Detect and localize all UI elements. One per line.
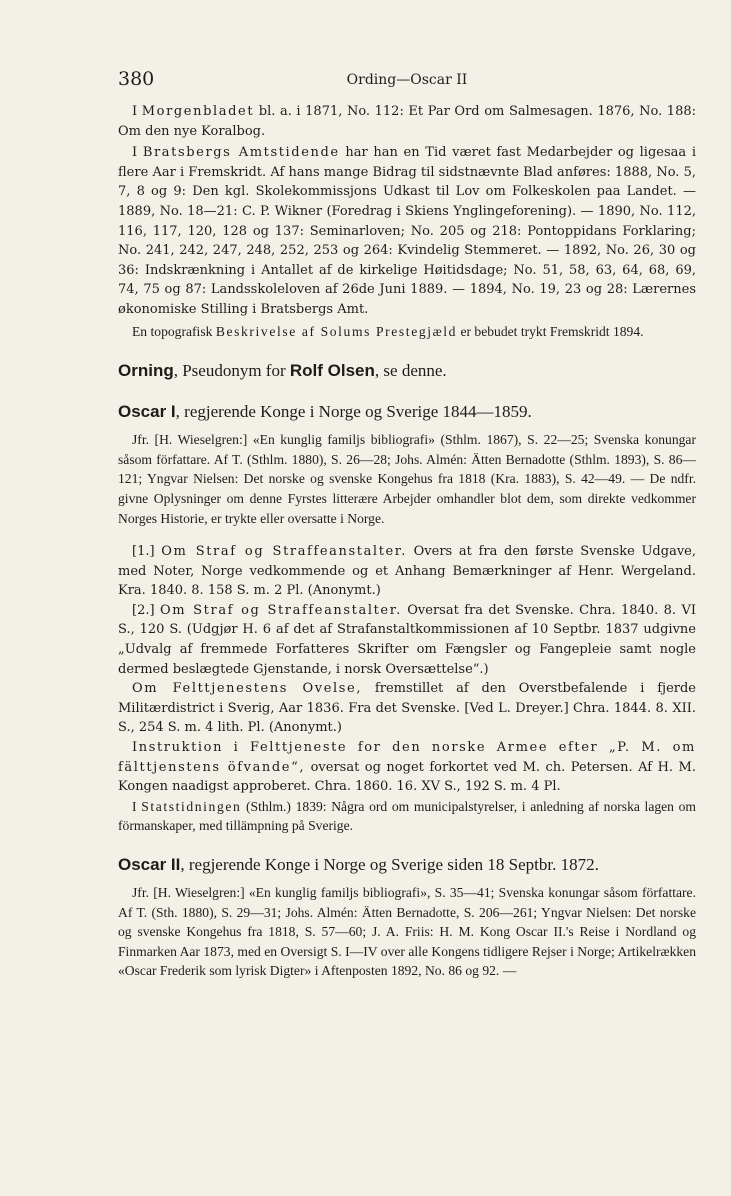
oscar-i-statstidningen [118, 797, 696, 836]
cross-reference: Rolf Olsen [289, 361, 375, 381]
oscar-i-references: Jfr. [H. Wieselgren:] «En kunglig familjs bibliografi» (Sthlm. 1867), S. 22—25; Svenska konungar såsom författare. Af T. (Sthlm. 1880), S. 26—28; Johs. Almén: Ätten Bernadotte (Sthlm. 1893), S. 86—121; Yngvar Nielsen: Det norske og svenske Kongehus fra 1818 (Kra. 1883), S. 42—49. — De ndfr. givne Oplysninger om denne Fyrstes litterære Arbejder omhandler blot dem, som direkte vedkommer Norges Historie, er trykte eller oversatte i Norge. [118, 432, 696, 526]
entry-bratsbergs-amtstidende [118, 143, 696, 319]
oscar-i-work-2 [118, 601, 696, 679]
publication-title: Statstidningen [141, 798, 242, 814]
entry-lead: I [132, 145, 143, 161]
entry-lead: En topografisk [132, 323, 216, 339]
heading-tail: , se denne. [374, 361, 447, 381]
page-content [118, 102, 696, 981]
heading-text: , regjerende Konge i Norge og Sverige siden 18 Septbr. 1872. [180, 855, 599, 874]
oscar-ii-references: Jfr. [H. Wieselgren:] «En kunglig familjs bibliografi», S. 35—41; Svenska konungar såsom författare. Af T. (Sth. 1880), S. 29—31; Johs. Almén: Ätten Bernadotte, S. 206—261; Yngvar Nielsen: Det norske og svenske Kongehus fra 1818, S. 57—60; J. A. Friis: H. M. Kong Oscar II.'s Reise i Nordland og Finmarken Aar 1873, med en Oversigt S. I—IV over alle Kongens tidligere Rejser i Norge; Artikelrækken «Oscar Frederik som lyrisk Digter» i Aftenposten 1892, No. 86 og 92. — [118, 885, 696, 979]
author-name: Oscar I [118, 402, 176, 422]
heading-text: , regjerende Konge i Norge og Sverige 1844—1859. [175, 402, 532, 422]
oscar-i-work-1 [118, 542, 696, 601]
running-title: Ording—Oscar II [346, 72, 468, 88]
entry-text: har han en Tid været fast Medarbejder og ligesaa i flere Aar i Fremskridt. Af hans mange Bidrag til sidstnævnte Blad anføres: 1888, No. 5, 7, 8 og 9: Den kgl. Skolekommissjons Udkast til Lov om Folkeskolen paa Landet. — 1889, No. 18—21: C. P. Wikner (Foredrag i Skiens Ynglingeforening). — 1890, No. 112, 116, 117, 120, 128 og 137: Seminarloven; No. 205 og 218: Pontoppidans Forklaring; No. 241, 242, 247, 248, 252, 253 og 264: Kvindelig Stemmeret. — 1892, No. 26, 30 og 36: Indskrænkning i Antallet af de kirkelige Høitidsdage; No. 51, 58, 63, 64, 68, 69, 74, 75 og 87: Landsskoleloven af 26de Juni 1889. — 1894, No. 19, 23 og 28: Lærernes økonomiske Stilling i Bratsbergs Amt. [118, 145, 696, 317]
author-name: Orning [118, 361, 174, 381]
work-title: Beskrivelse af Solums Prestegjæld [215, 323, 458, 339]
oscar-i-work-4 [118, 738, 696, 797]
entry-lead: I [132, 104, 142, 119]
work-text: Overs at fra den første Svenske Udgave, med Noter, Norge vedkommende og et Anhang Bemærkninger af Henr. Wergeland. Kra. 1840. 8. 158 S. m. 2 Pl. (Anonymt.) [118, 544, 697, 599]
entry-text: bl. a. i 1871, No. 112: Et Par Ord om Salmesagen. 1876, No. 188: Om den nye Koralbog. [118, 104, 696, 139]
oscar-i-work-3 [118, 679, 696, 738]
work-text: oversat og noget forkortet ved M. ch. Petersen. Af H. M. Kongen naadigst approberet. Chra. 1860. 16. XV S., 192 S. m. 4 Pl. [118, 759, 696, 795]
work-title: Om Straf og Straffeanstalter. [161, 544, 407, 560]
entry-morgenbladet [118, 102, 696, 141]
entry-text: (Sthlm.) 1839: Några ord om municipalstyrelser, i anledning af norska lagen om förmanskaper, med tillämpning på Sverige. [118, 798, 696, 834]
author-name: Oscar II [118, 855, 181, 874]
work-text: fremstillet af den Overstbefalende i fjerde Militærdistrict i Sverig, Aar 1836. Fra det Svenske. [Ved L. Dreyer.] Chra. 1844. 8. XII. S., 254 S. m. 4 lith. Pl. (Anonymt.) [118, 681, 696, 736]
entry-topografisk [118, 322, 696, 342]
work-title: Om Felttjenestens Ovelse, [132, 681, 363, 697]
heading-text: , Pseudonym for [173, 361, 290, 381]
work-text: Oversat fra det Svenske. Chra. 1840. 8. VI S., 120 S. (Udgjør H. 6 af det af Strafanstaltkommissionen af 10 Septbr. 1837 udgivne „Udvalg af fremmede Forfatteres Skrifter om Fængsler og Fangepleie samt nogle dermed beslægtede Gjenstande, i norsk Oversættelse“.) [118, 602, 696, 677]
work-number: [2.] [132, 602, 160, 618]
entry-text: er bebudet trykt Fremskridt 1894. [457, 323, 644, 339]
entry-lead: I [132, 798, 142, 814]
work-title: Instruktion i Felttjeneste for den norske Armee efter „P. M. om fälttjenstens öfvande“, [118, 740, 696, 775]
publication-title: Morgenbladet [141, 104, 255, 119]
work-number: [1.] [132, 544, 162, 560]
heading-orning [118, 360, 696, 383]
work-title: Om Straf og Straffeanstalter. [159, 602, 402, 618]
page-number: 380 [118, 68, 155, 90]
page-header [118, 68, 696, 92]
publication-title: Bratsbergs Amtstidende [142, 145, 340, 161]
heading-oscar-ii [118, 854, 696, 877]
heading-oscar-i [118, 401, 696, 424]
